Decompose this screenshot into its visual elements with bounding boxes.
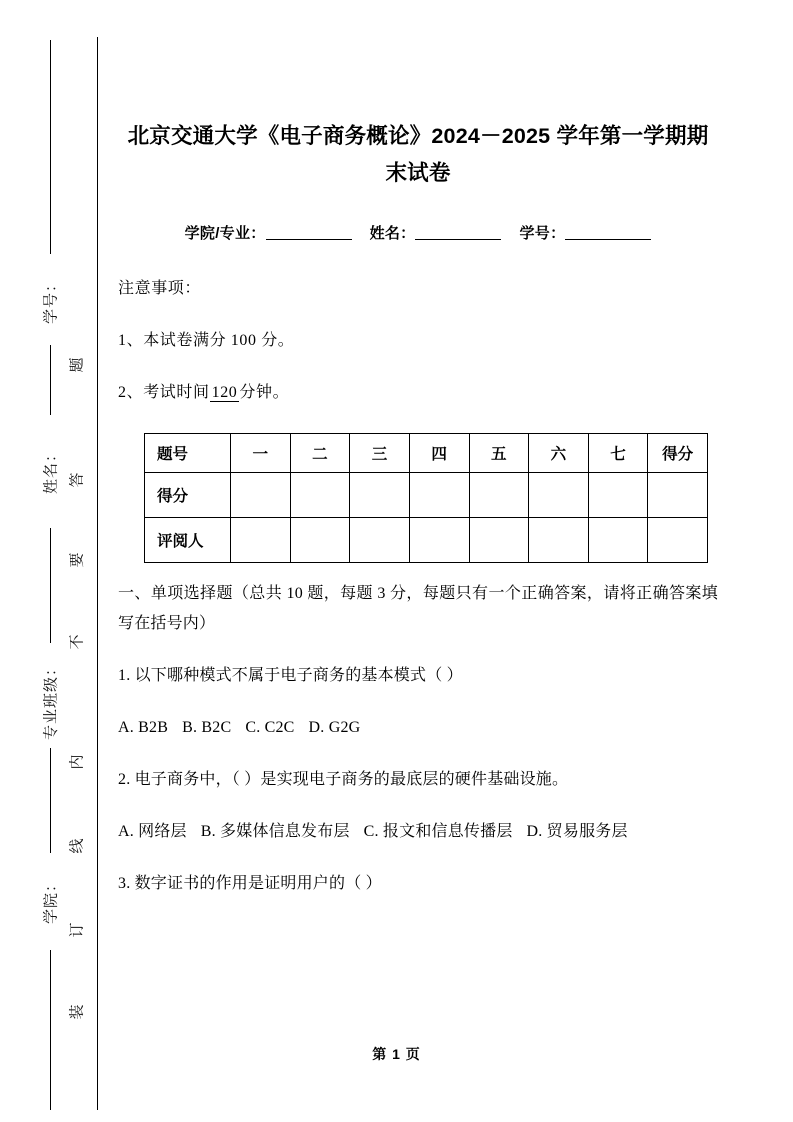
question-option[interactable]: C. 报文和信息传播层: [363, 823, 513, 840]
binding-warning-char-2: 要: [69, 552, 86, 568]
binding-margin: [0, 0, 100, 1122]
table-cell-blank[interactable]: [290, 518, 350, 563]
table-header-cell: 四: [409, 434, 469, 473]
table-cell-blank[interactable]: [231, 473, 291, 518]
table-header-cell: 五: [469, 434, 529, 473]
student-id-label: 学号：: [519, 225, 566, 242]
binding-label-2: 专业班级：: [43, 659, 60, 741]
section-heading: 一、单项选择题（总共 10 题，每题 3 分，每题只有一个正确答案，请将正确答案填写在括号内）: [118, 585, 718, 632]
table-cell-blank[interactable]: [409, 473, 469, 518]
question-stem: 1. 以下哪种模式不属于电子商务的基本模式（ ）: [118, 667, 463, 684]
question-stem: 2. 电子商务中，（ ）是实现电子商务的最底层的硬件基础设施。: [118, 771, 569, 788]
table-header-rowlabel: 题号: [145, 434, 231, 473]
page-title: 北京交通大学《电子商务概论》2024－2025 学年第一学期期末试卷: [127, 124, 709, 185]
question-options: [118, 795, 718, 847]
table-row: [145, 518, 708, 563]
binding-field-rule-4: [50, 950, 51, 1110]
page-footer: [0, 1044, 793, 1064]
table-cell-blank[interactable]: [350, 473, 410, 518]
question-option[interactable]: A. B2B: [118, 719, 169, 736]
binding-warning-char-5: 线: [69, 838, 86, 854]
note-item-2-suffix: 分钟。: [239, 384, 290, 401]
table-cell-blank[interactable]: [469, 473, 529, 518]
binding-vertical-rule: [97, 37, 98, 1110]
question-option[interactable]: B. B2C: [182, 719, 232, 736]
table-row: [145, 434, 708, 473]
binding-warning-char-6: 订: [69, 922, 86, 938]
table-cell-blank[interactable]: [409, 518, 469, 563]
question-block: [118, 847, 718, 899]
student-identity-fields: [118, 192, 718, 243]
table-header-cell: 一: [231, 434, 291, 473]
exam-duration-value: 120: [211, 384, 238, 401]
question-options: [118, 691, 718, 743]
table-cell-blank[interactable]: [469, 518, 529, 563]
binding-field-rule-0: [50, 40, 51, 254]
name-label: 姓名：: [369, 225, 416, 242]
binding-warning-char-3: 不: [69, 634, 86, 650]
question-option[interactable]: D. 贸易服务层: [526, 823, 628, 840]
question-option[interactable]: B. 多媒体信息发布层: [200, 823, 350, 840]
table-row-label: 评阅人: [145, 518, 231, 563]
college-major-label: 学院/专业：: [184, 225, 266, 242]
document-body: [118, 0, 718, 1122]
question-option[interactable]: C. C2C: [245, 719, 295, 736]
note-item-2-prefix: 2、考试时间: [118, 384, 210, 401]
table-row-label: 得分: [145, 473, 231, 518]
score-table: [144, 433, 708, 563]
table-cell-blank[interactable]: [648, 473, 708, 518]
note-item-2: [118, 355, 718, 407]
table-cell-blank[interactable]: [529, 473, 589, 518]
note-item-1: 1、本试卷满分 100 分。: [118, 332, 295, 349]
binding-warning-char-0: 题: [69, 357, 86, 373]
score-table-container: [118, 407, 718, 563]
question-stem: 3. 数字证书的作用是证明用户的（ ）: [118, 875, 382, 892]
question-block: [118, 743, 718, 847]
table-header-cell: 三: [350, 434, 410, 473]
table-header-cell: 二: [290, 434, 350, 473]
question-block: [118, 639, 718, 743]
table-header-cell: 七: [588, 434, 648, 473]
table-row: [145, 473, 708, 518]
binding-warning-char-7: 装: [69, 1004, 86, 1020]
table-cell-blank[interactable]: [648, 518, 708, 563]
table-cell-blank[interactable]: [350, 518, 410, 563]
table-header-cell: 六: [529, 434, 589, 473]
table-cell-blank[interactable]: [529, 518, 589, 563]
binding-field-rule-1: [50, 345, 51, 415]
table-header-cell: 得分: [648, 434, 708, 473]
student-id-blank[interactable]: [565, 239, 651, 240]
college-major-blank[interactable]: [266, 239, 352, 240]
question-option[interactable]: D. G2G: [308, 719, 361, 736]
binding-label-1: 姓名：: [43, 445, 60, 495]
questions-section: [118, 563, 718, 899]
table-cell-blank[interactable]: [588, 473, 648, 518]
notes-heading: 注意事项：: [118, 280, 202, 297]
page-number-label: 第 1 页: [372, 1046, 421, 1062]
table-cell-blank[interactable]: [588, 518, 648, 563]
question-option[interactable]: A. 网络层: [118, 823, 187, 840]
name-blank[interactable]: [415, 239, 501, 240]
binding-label-3: 学院：: [43, 875, 60, 925]
binding-warning-char-1: 答: [69, 472, 86, 488]
binding-field-rule-2: [50, 528, 51, 643]
question-list: [118, 639, 718, 899]
table-cell-blank[interactable]: [231, 518, 291, 563]
table-cell-blank[interactable]: [290, 473, 350, 518]
binding-warning-char-4: 内: [69, 754, 86, 770]
binding-label-0: 学号：: [43, 275, 60, 325]
binding-field-rule-3: [50, 748, 51, 853]
